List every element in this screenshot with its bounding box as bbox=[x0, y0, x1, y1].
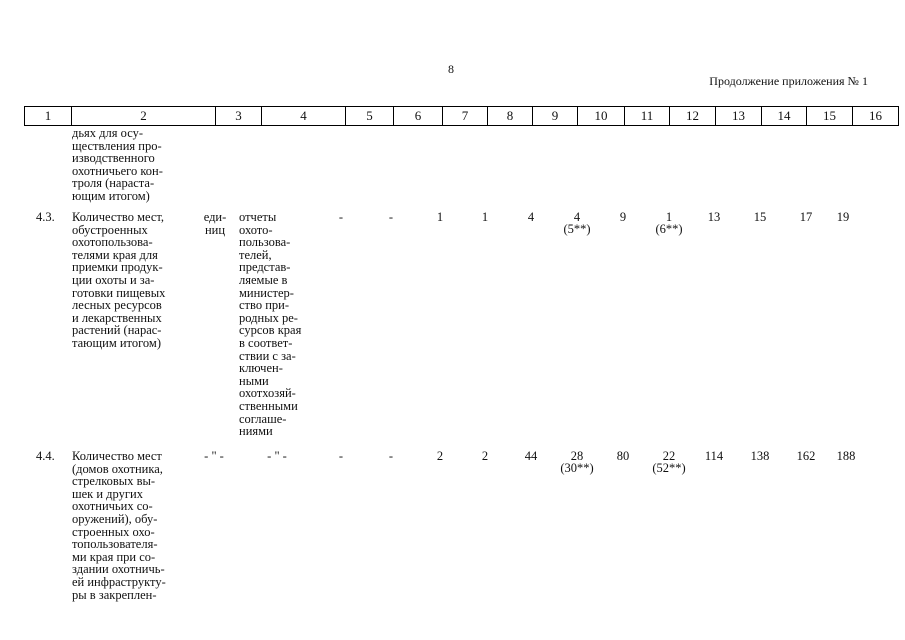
col-num-2: 2 bbox=[72, 107, 216, 126]
continued-indicator-text: дьях для осу- ществления про- изводственного охотничьего кон- троля (нараста- ющим итогом) bbox=[72, 126, 163, 203]
value-col9: 44 bbox=[524, 449, 538, 463]
value-col11: 9 bbox=[619, 210, 627, 224]
row-number: 4.4. bbox=[36, 449, 55, 463]
value-col6: - bbox=[388, 210, 394, 224]
value-col7: 2 bbox=[436, 449, 444, 463]
col-num-12: 12 bbox=[670, 107, 716, 126]
value-col15: 162 bbox=[796, 449, 816, 463]
continuation-label: Продолжение приложения № 1 bbox=[709, 74, 868, 88]
value-col14: 138 bbox=[750, 449, 770, 463]
value-col12: 1 bbox=[665, 210, 673, 224]
column-number-header bbox=[24, 106, 899, 126]
value-col13: 114 bbox=[704, 449, 724, 463]
value-col10-note: (30**) bbox=[560, 461, 594, 475]
col-num-8: 8 bbox=[488, 107, 533, 126]
value-col10-note: (5**) bbox=[563, 222, 591, 236]
col-num-16: 16 bbox=[853, 107, 899, 126]
page-number: 8 bbox=[448, 62, 454, 76]
data-source: отчеты охото- пользова- телей, представ- ляемые в министер- ство при- родных ре- сурсов края в соответ- ствии с за- ключен- ными охотхозяй- ственными соглаше- ниями bbox=[239, 210, 302, 439]
col-num-14: 14 bbox=[762, 107, 807, 126]
col-num-10: 10 bbox=[578, 107, 625, 126]
value-col16: 19 bbox=[836, 210, 850, 224]
col-num-11: 11 bbox=[625, 107, 670, 126]
col-num-4: 4 bbox=[262, 107, 346, 126]
col-num-1: 1 bbox=[25, 107, 72, 126]
value-col10: 4 bbox=[573, 210, 581, 224]
value-col11: 80 bbox=[616, 449, 630, 463]
value-col6: - bbox=[388, 449, 394, 463]
col-num-13: 13 bbox=[716, 107, 762, 126]
value-col8: 2 bbox=[481, 449, 489, 463]
value-col10: 28 bbox=[570, 449, 584, 463]
value-col9: 4 bbox=[527, 210, 535, 224]
col-num-7: 7 bbox=[443, 107, 488, 126]
col-num-15: 15 bbox=[807, 107, 853, 126]
value-col15: 17 bbox=[799, 210, 813, 224]
value-col16: 188 bbox=[836, 449, 856, 463]
value-col5: - bbox=[338, 210, 344, 224]
value-col13: 13 bbox=[707, 210, 721, 224]
value-col7: 1 bbox=[436, 210, 444, 224]
row-number: 4.3. bbox=[36, 210, 55, 224]
col-num-6: 6 bbox=[394, 107, 443, 126]
col-num-3: 3 bbox=[216, 107, 262, 126]
data-source: - " - bbox=[267, 449, 287, 463]
value-col5: - bbox=[338, 449, 344, 463]
col-num-5: 5 bbox=[346, 107, 394, 126]
unit-of-measure: - " - bbox=[204, 449, 224, 463]
value-col12: 22 bbox=[662, 449, 676, 463]
unit-of-measure: еди- ниц bbox=[203, 210, 227, 237]
value-col8: 1 bbox=[481, 210, 489, 224]
value-col12-note: (52**) bbox=[652, 461, 686, 475]
value-col12-note: (6**) bbox=[655, 222, 683, 236]
value-col14: 15 bbox=[753, 210, 767, 224]
col-num-9: 9 bbox=[533, 107, 578, 126]
indicator-name: Количество мест, обустроенных охотопользова- телями края для приемки продук- ции охоты и за- готовки пищевых лесных ресурсов и лекарственных растений (нарас- тающим итогом) bbox=[72, 210, 166, 350]
indicator-name: Количество мест (домов охотника, стрелковых вы- шек и других охотничьих со- оружений), обу- строенных охо- топользователя- ми края при со- здании охотничь- ей инфраструкту- ры в закреплен- bbox=[72, 449, 166, 602]
